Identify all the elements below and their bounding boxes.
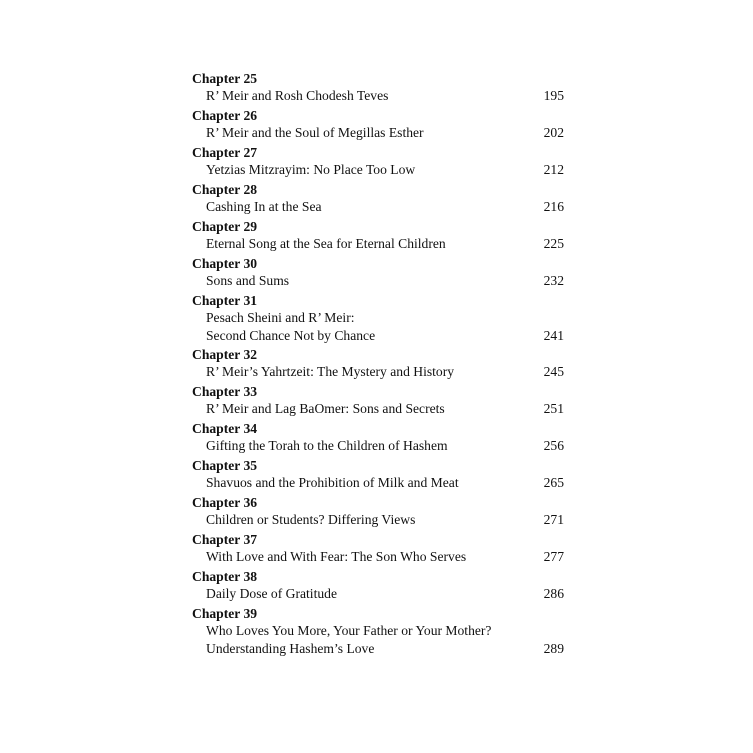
chapter-title-line: Gifting the Torah to the Children of Hashem <box>206 438 448 454</box>
chapter-title-line: Cashing In at the Sea <box>206 198 322 214</box>
chapter-heading: Chapter 28 <box>192 181 258 197</box>
chapter-title-line: R’ Meir and the Soul of Megillas Esther <box>206 124 424 140</box>
chapter-heading: Chapter 30 <box>192 255 258 271</box>
page-number: 245 <box>543 364 564 380</box>
page-number: 265 <box>543 475 564 491</box>
chapter-title-row <box>192 548 564 566</box>
chapter-heading: Chapter 34 <box>192 421 258 437</box>
toc-entry <box>192 421 564 455</box>
page-number: 195 <box>543 88 564 103</box>
chapter-heading: Chapter 36 <box>192 495 258 511</box>
chapter-heading: Chapter 31 <box>192 292 258 308</box>
page-number: 271 <box>543 512 564 528</box>
toc-entry <box>192 458 564 492</box>
chapter-title-row <box>192 87 564 105</box>
chapter-title <box>206 474 459 492</box>
chapter-title <box>206 161 415 179</box>
page-number: 212 <box>543 161 564 177</box>
chapter-title-row <box>192 511 564 529</box>
chapter-title <box>206 622 491 657</box>
chapter-title-row <box>192 235 564 253</box>
chapter-heading: Chapter 35 <box>192 458 258 474</box>
chapter-heading: Chapter 26 <box>192 107 258 123</box>
chapter-title-line: Understanding Hashem’s Love <box>206 640 375 656</box>
chapter-title <box>206 437 448 455</box>
chapter-title-line: Pesach Sheini and R’ Meir: <box>206 309 355 325</box>
chapter-title-row <box>192 437 564 455</box>
page-number: 277 <box>543 549 564 565</box>
chapter-title-line: Eternal Song at the Sea for Eternal Children <box>206 235 446 251</box>
chapter-heading: Chapter 39 <box>192 606 258 622</box>
chapter-title-row <box>192 622 564 657</box>
toc-entry <box>192 532 564 566</box>
chapter-title-row <box>192 198 564 216</box>
chapter-title-line: Second Chance Not by Chance <box>206 327 376 343</box>
chapter-title <box>206 272 289 290</box>
toc-entry <box>192 219 564 253</box>
toc-entry <box>192 182 564 216</box>
chapter-heading: Chapter 32 <box>192 347 258 363</box>
page-number: 256 <box>543 438 564 454</box>
chapter-title <box>206 124 424 142</box>
chapter-title-line: Children or Students? Differing Views <box>206 512 416 528</box>
page-number: 232 <box>543 272 564 288</box>
chapter-title-line: R’ Meir and Lag BaOmer: Sons and Secrets <box>206 401 445 417</box>
chapter-title <box>206 235 446 253</box>
chapter-title <box>206 87 388 105</box>
chapter-title <box>206 400 445 418</box>
chapter-title-row <box>192 400 564 418</box>
chapter-title <box>206 548 466 566</box>
table-of-contents <box>192 71 564 661</box>
chapter-heading: Chapter 38 <box>192 569 258 585</box>
page-number: 202 <box>543 124 564 140</box>
toc-entry <box>192 384 564 418</box>
chapter-title-row <box>192 474 564 492</box>
chapter-title-row <box>192 309 564 344</box>
chapter-title-line: With Love and With Fear: The Son Who Serves <box>206 549 467 565</box>
chapter-title-row <box>192 585 564 603</box>
chapter-title-row <box>192 363 564 381</box>
chapter-title <box>206 309 375 344</box>
toc-entry <box>192 293 564 344</box>
toc-entry <box>192 108 564 142</box>
chapter-title-row <box>192 272 564 290</box>
chapter-title-line: Sons and Sums <box>206 272 290 288</box>
chapter-heading: Chapter 27 <box>192 144 258 160</box>
toc-entry <box>192 145 564 179</box>
toc-entry <box>192 495 564 529</box>
toc-entry <box>192 606 564 657</box>
page-number: 241 <box>543 327 564 343</box>
chapter-title-line: Yetzias Mitzrayim: No Place Too Low <box>206 161 416 177</box>
chapter-title-line: Shavuos and the Prohibition of Milk and Meat <box>206 475 459 491</box>
chapter-title-row <box>192 161 564 179</box>
page-number: 289 <box>543 640 564 656</box>
chapter-title <box>206 585 337 603</box>
chapter-title-line: Who Loves You More, Your Father or Your Mother? <box>206 623 492 639</box>
chapter-title <box>206 511 415 529</box>
chapter-title <box>206 198 322 216</box>
chapter-heading: Chapter 29 <box>192 218 258 234</box>
chapter-heading: Chapter 33 <box>192 384 258 400</box>
toc-entry <box>192 569 564 603</box>
page-number: 225 <box>543 235 564 251</box>
chapter-title-line: R’ Meir and Rosh Chodesh Teves <box>206 88 389 103</box>
chapter-heading: Chapter 25 <box>192 71 258 86</box>
page-number: 251 <box>543 401 564 417</box>
chapter-heading: Chapter 37 <box>192 532 258 548</box>
page-number: 286 <box>543 586 564 602</box>
chapter-title-line: Daily Dose of Gratitude <box>206 586 337 602</box>
page-number: 216 <box>543 198 564 214</box>
chapter-title <box>206 363 454 381</box>
toc-entry <box>192 256 564 290</box>
chapter-title-row <box>192 124 564 142</box>
chapter-title-line: R’ Meir’s Yahrtzeit: The Mystery and History <box>206 364 455 380</box>
toc-entry <box>192 71 564 105</box>
toc-entry <box>192 347 564 381</box>
